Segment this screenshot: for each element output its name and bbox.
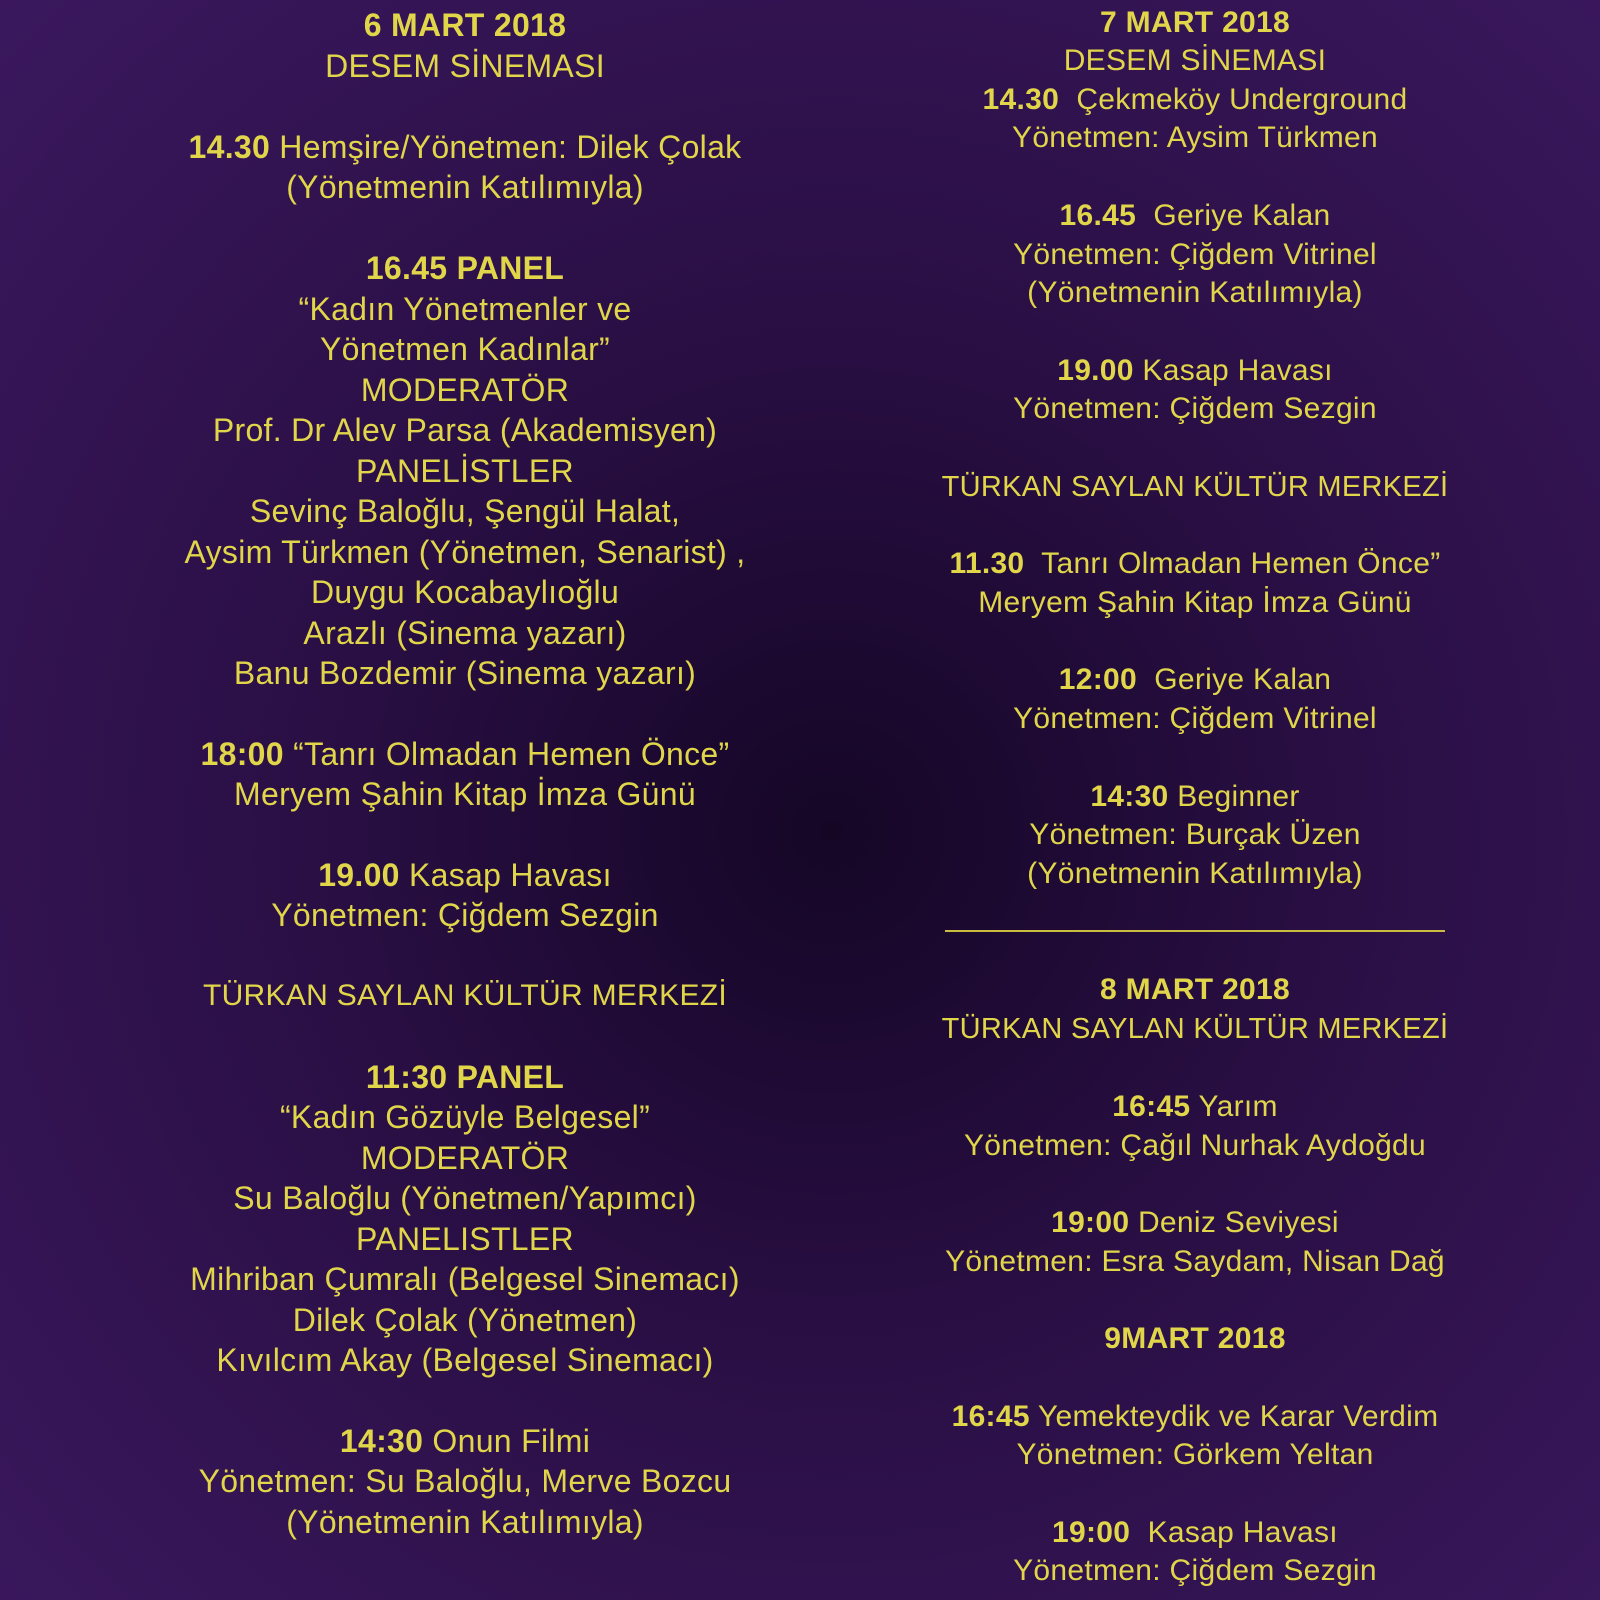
day4-event-1-line2: Yönetmen: Görkem Yeltan [1016, 1438, 1374, 1471]
day3-event-1-line2: Yönetmen: Çağıl Nurhak Aydoğdu [963, 1129, 1427, 1162]
day1-panel1-moderator-label: MODERATÖR [360, 372, 570, 408]
day4-event-1 [920, 1398, 1470, 1436]
event-title: Geriye Kalan [1154, 663, 1332, 696]
event-time: 11.30 [949, 547, 1025, 580]
day1-venue-desem: DESEM SİNEMASI [325, 48, 605, 84]
day1-panel1-panelist-5: Banu Bozdemir (Sinema yazarı) [233, 655, 697, 691]
day1-panel1-panelist-2: Aysim Türkmen (Yönetmen, Senarist) , [184, 534, 746, 570]
event-time: 14:30 [339, 1423, 424, 1459]
day2-event-4-line2: Meryem Şahin Kitap İmza Günü [978, 586, 1412, 619]
day1-panel1-moderator: Prof. Dr Alev Parsa (Akademisyen) [212, 412, 718, 448]
day2-event-3 [920, 352, 1470, 390]
day4-event-2 [920, 1514, 1470, 1552]
event-time: 12:00 [1058, 663, 1137, 696]
event-title: Geriye Kalan [1153, 199, 1331, 232]
day1-panel1-heading: 16.45 PANEL [365, 250, 565, 286]
event-time: 14.30 [982, 83, 1060, 116]
day2-venue-tskm: TÜRKAN SAYLAN KÜLTÜR MERKEZİ [941, 471, 1449, 503]
day1-event-3-line2: Yönetmen: Çiğdem Sezgin [271, 897, 659, 933]
day3-event-1 [920, 1088, 1470, 1126]
event-title: Hemşire/Yönetmen: Dilek Çolak [279, 129, 742, 165]
day1-panel2-panelists-label: PANELISTLER [356, 1221, 574, 1257]
day1-panel2-topic: “Kadın Gözüyle Belgesel” [279, 1099, 651, 1135]
event-title: Deniz Seviyesi [1137, 1206, 1339, 1239]
day2-event-6-line2: Yönetmen: Burçak Üzen [1029, 818, 1361, 851]
event-title: Yarım [1198, 1090, 1278, 1123]
day1-date: 6 MART 2018 [363, 7, 567, 43]
day1-panel2-panelist-1: Mihriban Çumralı (Belgesel Sinemacı) [190, 1261, 740, 1297]
day2-event-2-line2: Yönetmen: Çiğdem Vitrinel [1013, 238, 1377, 271]
day2-event-1-line2: Yönetmen: Aysim Türkmen [1012, 121, 1378, 154]
day1-event-2-line2: Meryem Şahin Kitap İmza Günü [234, 776, 696, 812]
day1-panel2-panelist-3: Kıvılcım Akay (Belgesel Sinemacı) [216, 1342, 714, 1378]
event-title: “Tanrı Olmadan Hemen Önce” [293, 736, 730, 772]
day4-date: 9MART 2018 [1104, 1322, 1286, 1355]
day1-venue-tskm: TÜRKAN SAYLAN KÜLTÜR MERKEZİ [202, 979, 728, 1012]
day1-event-4-line2: Yönetmen: Su Baloğlu, Merve Bozcu [198, 1463, 732, 1499]
day1-panel1-topic-line1: “Kadın Yönetmenler ve [298, 291, 632, 327]
day1-event-1-note: (Yönetmenin Katılımıyla) [286, 169, 644, 205]
day1-panel2-panelist-2: Dilek Çolak (Yönetmen) [292, 1302, 638, 1338]
event-time: 19:00 [1051, 1206, 1130, 1239]
day1-panel2-moderator: Su Baloğlu (Yönetmen/Yapımcı) [233, 1180, 697, 1216]
day3-event-2-line2: Yönetmen: Esra Saydam, Nisan Dağ [945, 1245, 1445, 1278]
day1-panel1-panelist-4: Arazlı (Sinema yazarı) [303, 615, 627, 651]
event-title: Çekmeköy Underground [1076, 83, 1408, 116]
event-title: Kasap Havası [1147, 1516, 1338, 1549]
day1-event-1 [165, 127, 765, 167]
event-title: Onun Filmi [432, 1423, 591, 1459]
day2-venue-desem: DESEM SİNEMASI [1063, 44, 1327, 77]
day1-event-4-note: (Yönetmenin Katılımıyla) [286, 1504, 644, 1540]
event-title: Kasap Havası [1142, 354, 1333, 387]
day2-event-3-line2: Yönetmen: Çiğdem Sezgin [1013, 392, 1377, 425]
event-time: 19.00 [318, 857, 400, 893]
event-title: Beginner [1177, 780, 1300, 813]
day2-event-6 [920, 778, 1470, 816]
day2-event-5 [920, 661, 1470, 699]
day2-event-4 [920, 545, 1470, 583]
day3-event-2 [920, 1204, 1470, 1242]
event-time: 14.30 [188, 129, 271, 165]
day3-date: 8 MART 2018 [1099, 973, 1291, 1006]
day1-panel1-topic-line2: Yönetmen Kadınlar” [319, 331, 610, 367]
day2-event-6-note: (Yönetmenin Katılımıyla) [1027, 857, 1363, 890]
event-time: 18:00 [200, 736, 284, 772]
day3-venue: TÜRKAN SAYLAN KÜLTÜR MERKEZİ [941, 1013, 1449, 1045]
day1-event-4 [165, 1421, 765, 1461]
section-divider [945, 930, 1445, 932]
event-time: 19:00 [1052, 1516, 1131, 1549]
event-time: 14:30 [1090, 780, 1169, 813]
day2-event-2 [920, 197, 1470, 235]
day2-event-1 [920, 81, 1470, 119]
day1-event-2 [165, 734, 765, 774]
day1-panel2-moderator-label: MODERATÖR [360, 1140, 570, 1176]
day1-panel1-panelist-1: Sevinç Baloğlu, Şengül Halat, [249, 493, 681, 529]
day1-panel2-heading: 11:30 PANEL [365, 1059, 565, 1095]
event-time: 16.45 [1059, 199, 1137, 232]
day2-date: 7 MART 2018 [1099, 6, 1291, 39]
event-time: 16:45 [951, 1400, 1030, 1433]
day4-event-2-line2: Yönetmen: Çiğdem Sezgin [1013, 1554, 1377, 1587]
day1-event-3 [165, 855, 765, 895]
event-time: 19.00 [1057, 354, 1134, 387]
event-title: Kasap Havası [408, 857, 612, 893]
day2-event-2-note: (Yönetmenin Katılımıyla) [1027, 276, 1363, 309]
day1-panel1-panelists-label: PANELİSTLER [356, 453, 574, 489]
event-time: 16:45 [1112, 1090, 1191, 1123]
day2-event-5-line2: Yönetmen: Çiğdem Vitrinel [1013, 702, 1377, 735]
event-title: Tanrı Olmadan Hemen Önce” [1041, 547, 1441, 580]
event-title: Yemekteydik ve Karar Verdim [1037, 1400, 1439, 1433]
day1-panel1-panelist-3: Duygu Kocabaylıoğlu [310, 574, 620, 610]
